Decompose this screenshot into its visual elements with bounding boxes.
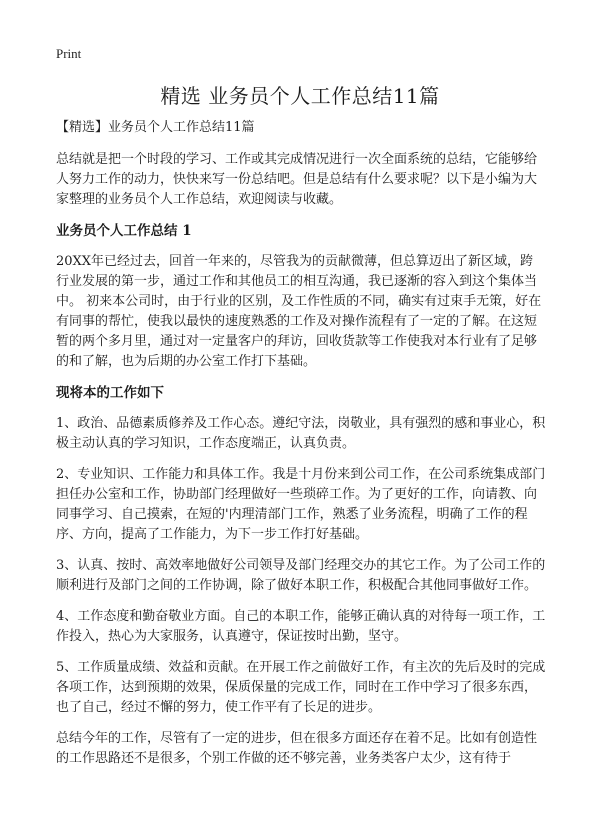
- section-heading-1: 业务员个人工作总结 1: [56, 223, 192, 239]
- section-heading-2: 现将本的工作如下: [56, 385, 164, 401]
- intro-paragraph: 总结就是把一个时段的学习、工作或其完成情况进行一次全面系统的总结，它能够给人努力工作的动力，快快来写一份总结吧。但是总结有什么要求呢？以下是小编为大家整理的业务员个人工作总结，欢迎阅读与收藏。: [56, 152, 538, 207]
- print-link[interactable]: Print: [56, 46, 82, 61]
- list-item: 5、工作质量成绩、效益和贡献。在开展工作之前做好工作，有主次的先后及时的完成各项工作，达到预期的效果，保质保量的完成工作，同时在工作中学习了很多东西，也了自己，经过不懈的努力，使工作平有了长足的进步。: [56, 660, 546, 715]
- lead-line: 【精选】业务员个人工作总结11篇: [56, 120, 255, 135]
- document-body: [56, 118, 546, 780]
- section1-paragraph: 20XX年已经过去，回首一年来的，尽管我为的贡献微薄，但总算迈出了新区域，跨行业发展的第一步，通过工作和其他员工的相互沟通，我已逐渐的容入到这个集体当中。 初来本公司时，由于行业的区别，及工作性质的不同，确实有过束手无策，好在有同事的帮忙，使我以最快的速度熟悉的工作及对操作流程有了一定的了解。在这短暂的两个多月里，通过对一定量客户的拜访，回收货款等工作使我对本行业有了足够的和了解，也为后期的办公室工作打下基础。: [56, 254, 542, 369]
- list-item: 3、认真、按时、高效率地做好公司领导及部门经理交办的其它工作。为了公司工作的顺利进行及部门之间的工作协调，除了做好本职工作，积极配合其他同事做好工作。: [56, 558, 546, 593]
- list-item: 1、政治、品德素质修养及工作心态。遵纪守法，岗敬业，具有强烈的感和事业心，积极主动认真的学习知识，工作态度端正，认真负责。: [56, 416, 546, 451]
- document-title: 精选 业务员个人工作总结11篇: [160, 84, 440, 108]
- list-item: 2、专业知识、工作能力和具体工作。我是十月份来到公司工作，在公司系统集成部门担任办公室和工作，协助部门经理做好一些琐碎工作。为了更好的工作，向请教、向同事学习、自己摸索，在短的'内理清部门工作，熟悉了业务流程，明确了工作的程序、方向，提高了工作能力，为下一步工作打好基础。: [56, 467, 546, 542]
- list-item: 4、工作态度和勤奋敬业方面。自己的本职工作，能够正确认真的对待每一项工作，工作投入，热心为大家服务，认真遵守，保证按时出勤，坚守。: [56, 609, 546, 644]
- closing-paragraph: 总结今年的工作，尽管有了一定的进步，但在很多方面还存在着不足。比如有创造性的工作思路还不是很多，个别工作做的还不够完善，业务类客户太少，这有待于: [56, 731, 538, 766]
